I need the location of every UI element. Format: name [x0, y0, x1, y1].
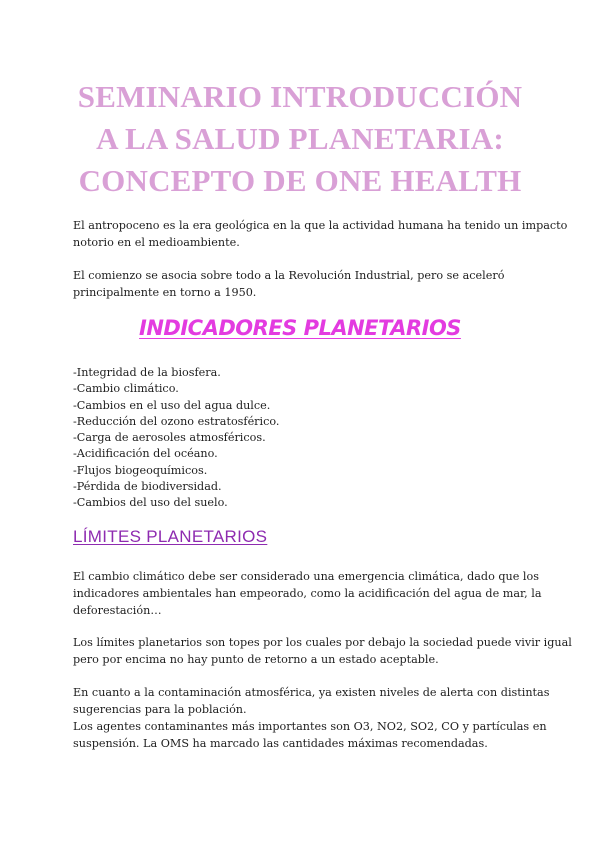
list-item: -Acidificación del océano. [73, 447, 218, 461]
paragraph-line: sugerencias para la población. [73, 703, 247, 716]
paragraph-line: El cambio climático debe ser considerado una emergencia climática, dado que los [73, 570, 539, 583]
paragraph-line: deforestación… [73, 604, 162, 617]
list-item: -Reducción del ozono estratosférico. [73, 414, 280, 428]
paragraph-line: El antropoceno es la era geológica en la que la actividad humana ha tenido un impacto [73, 219, 568, 232]
list-item: -Cambios en el uso del agua dulce. [73, 398, 271, 412]
list-item: -Integridad de la biosfera. [73, 366, 221, 379]
list-item: -Cambio climático. [73, 382, 179, 396]
indicators-list [73, 365, 533, 512]
document-title [40, 76, 560, 202]
intro-paragraph-1 [73, 217, 568, 251]
paragraph-line: suspensión. La OMS ha marcado las cantidades máximas recomendadas. [73, 737, 488, 750]
title-line-1: SEMINARIO INTRODUCCIÓN [77, 79, 523, 114]
paragraph-line: notorio en el medioambiente. [73, 236, 240, 249]
title-line-3: CONCEPTO DE ONE HEALTH [78, 163, 522, 198]
paragraph-line: El comienzo se asocia sobre todo a la Revolución Industrial, pero se aceleró [73, 269, 505, 282]
paragraph-line: Los agentes contaminantes más importantes son O3, NO2, SO2, CO y partículas en [73, 720, 547, 733]
paragraph-line: indicadores ambientales han empeorado, como la acidificación del agua de mar, la [73, 587, 542, 600]
paragraph-line: pero por encima no hay punto de retorno a un estado aceptable. [73, 653, 439, 666]
title-line-2: A LA SALUD PLANETARIA: [96, 121, 504, 156]
list-item: -Carga de aerosoles atmosféricos. [73, 431, 266, 445]
limits-heading: LÍMITES PLANETARIOS [73, 527, 268, 546]
list-item: -Cambios del uso del suelo. [73, 496, 228, 510]
paragraph-line: En cuanto a la contaminación atmosférica, ya existen niveles de alerta con distintas [73, 686, 550, 699]
limits-paragraph-3 [73, 684, 550, 752]
paragraph-line: principalmente en torno a 1950. [73, 286, 257, 299]
list-item: -Flujos biogeoquímicos. [73, 463, 208, 477]
paragraph-line: Los límites planetarios son topes por los cuales por debajo la sociedad puede vivir igual [73, 636, 572, 649]
intro-paragraph-2 [73, 267, 533, 301]
list-item: -Pérdida de biodiversidad. [73, 480, 222, 494]
limits-paragraph-2 [73, 634, 572, 668]
limits-paragraph-1 [73, 568, 542, 619]
indicators-heading: INDICADORES PLANETARIOS [139, 316, 461, 340]
